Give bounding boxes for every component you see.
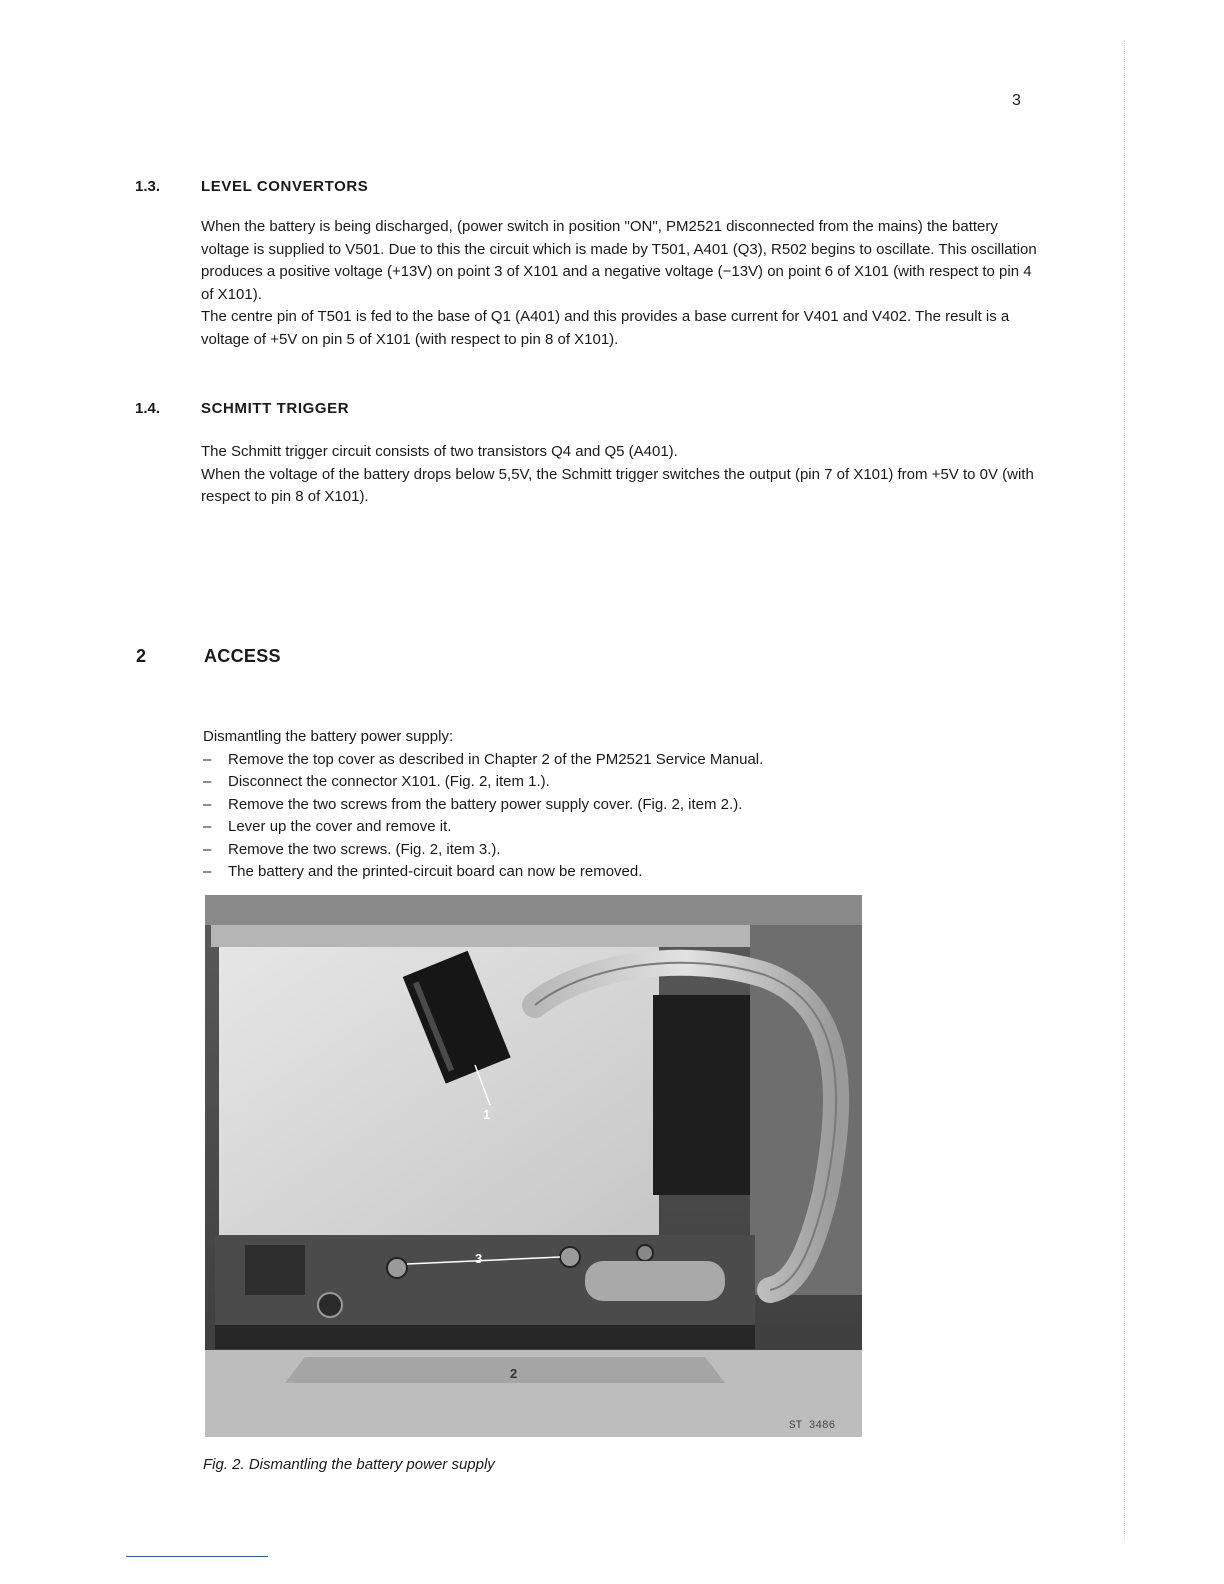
dismantling-steps	[203, 726, 1003, 884]
dash-bullet: –	[203, 773, 212, 790]
section-1-4-title: SCHMITT TRIGGER	[201, 400, 350, 417]
callout-2: 2	[510, 1366, 518, 1381]
step-item	[203, 771, 1003, 794]
trimmer	[318, 1293, 342, 1317]
margin-scan-line	[1124, 40, 1125, 1540]
dash-bullet: –	[203, 795, 212, 813]
pcb-component	[245, 1245, 305, 1295]
screw-left	[387, 1258, 407, 1278]
cover-recess	[285, 1357, 725, 1383]
step-item	[203, 839, 1003, 862]
paragraph: When the voltage of the battery drops below 5,5V, the Schmitt trigger switches the output (pin 7 of X101) from +5V to 0V (with respect to pin 8 of X101).	[201, 465, 1034, 505]
step-text: Remove the two screws from the battery power supply cover. (Fig. 2, item 2.).	[228, 795, 743, 813]
capacitor	[585, 1261, 725, 1301]
callout-3: 3	[475, 1251, 483, 1266]
step-text: Disconnect the connector X101. (Fig. 2, item 1.).	[228, 773, 550, 790]
step-item	[203, 749, 1003, 772]
figure-caption: Fig. 2. Dismantling the battery power supply	[203, 1456, 495, 1473]
housing-lip	[211, 925, 811, 947]
section-1-3-number: 1.3.	[135, 178, 161, 195]
dash-bullet: –	[203, 863, 212, 880]
pcb-terminal-strip	[215, 1325, 755, 1349]
step-text: Remove the two screws. (Fig. 2, item 3.).	[228, 840, 501, 858]
page-number: 3	[1012, 92, 1021, 109]
steps-intro: Dismantling the battery power supply:	[203, 728, 454, 745]
housing-top-edge	[205, 895, 862, 925]
section-2-number: 2	[136, 646, 147, 666]
dash-bullet: –	[203, 840, 212, 858]
step-item	[203, 794, 1003, 817]
paragraph: The Schmitt trigger circuit consists of two transistors Q4 and Q5 (A401).	[201, 443, 678, 460]
screw-right	[560, 1247, 580, 1267]
step-item	[203, 816, 1003, 839]
section-1-3-body	[201, 216, 1041, 351]
battery-power-supply-photo	[205, 895, 862, 1437]
section-1-3-title: LEVEL CONVERTORS	[201, 178, 369, 195]
photo-code: ST 3486	[789, 1420, 836, 1432]
footnote-rule	[126, 1556, 268, 1557]
dash-bullet: –	[203, 818, 212, 835]
steps-list	[203, 749, 1003, 884]
step-item	[203, 861, 1003, 884]
step-text: The battery and the printed-circuit board can now be removed.	[228, 863, 643, 880]
pcb-screw	[637, 1245, 653, 1261]
paragraph: The centre pin of T501 is fed to the base of Q1 (A401) and this provides a base current for V401 and V402. The result is a voltage of +5V on pin 5 of X101 (with respect to pin 8 of X101).	[201, 308, 1010, 348]
section-2-title: ACCESS	[204, 646, 281, 666]
paragraph: When the battery is being discharged, (power switch in position "ON", PM2521 disconnected from the mains) the battery voltage is supplied to V501. Due to this the circuit which is made by T501, A401 (Q3), R502 begins to oscillate. This oscillation produces a positive voltage (+13V) on point 3 of X101 and a negative voltage (−13V) on point 6 of X101 (with respect to pin 4 of X101).	[201, 218, 1037, 303]
dark-component-block	[653, 995, 765, 1195]
step-text: Lever up the cover and remove it.	[228, 818, 452, 835]
section-1-4-body	[201, 441, 1041, 509]
step-text: Remove the top cover as described in Chapter 2 of the PM2521 Service Manual.	[228, 750, 764, 768]
callout-1: 1	[483, 1107, 491, 1122]
dash-bullet: –	[203, 750, 212, 768]
section-1-4-number: 1.4.	[135, 400, 161, 417]
